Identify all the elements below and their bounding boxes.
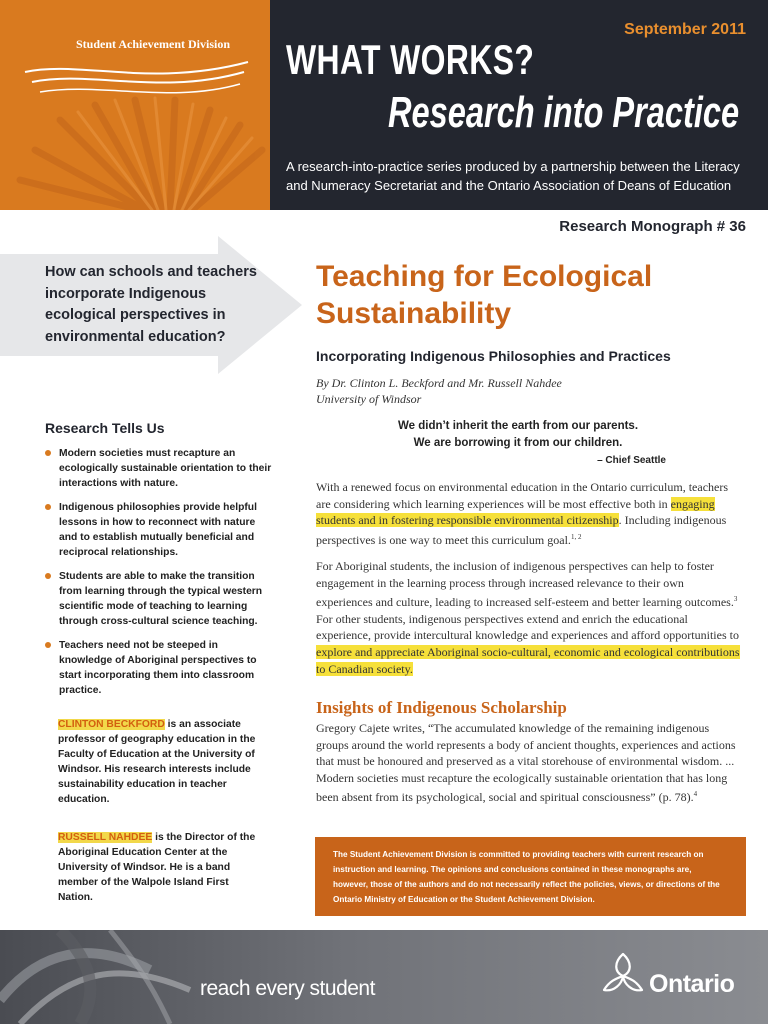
- author-bio-beckford: CLINTON BECKFORD is an associate professor of geography education in the Faculty of Education at the University of Windsor. His research interests include sustainability education in teacher education.: [58, 719, 256, 805]
- epigraph-quote: We didn’t inherit the earth from our parents. We are borrowing it from our children.: [397, 420, 639, 449]
- paragraph-1: With a renewed focus on environmental education in the Ontario curriculum, teachers are considering which learning experiences will be most effective both in engaging students and in fostering responsible environmental citizenship. Including indigenous perspectives is one way to meet this curriculum goal.$^{1, 2}$: [316, 480, 729, 547]
- ontario-wordmark: Ontario: [649, 970, 735, 998]
- paragraph-3: Gregory Cajete writes, “The accumulated knowledge of the remaining indigenous groups around the world represents a body of ancient thoughts, experiences and actions that must be honoured and preserved as a vital storehouse of environmental wisdom. ... Modern societies must recapture the ecologically sustainable orientation that has long been absent from its psychological, social and spiritual consciousness” (p. 78).$^4$: [316, 721, 736, 805]
- monograph-number: Research Monograph # 36: [559, 218, 746, 235]
- highlighted-text: explore and appreciate Aboriginal socio-cultural, economic and ecological contributions to Canadian society.: [316, 644, 740, 676]
- research-tells-us-list: [45, 446, 273, 707]
- guiding-question: How can schools and teachers incorporate Indigenous ecological perspectives in environmental education?: [45, 264, 257, 345]
- disclaimer-box: The Student Achievement Division is committed to providing teachers with current research on instruction and learning. The opinions and conclusions contained in these monographs are, however, those of the authors and do not necessarily reflect the policies, views, or directions of the Ontario Ministry of Education or the Student Achievement Division.: [315, 837, 746, 916]
- author-bio-nahdee: RUSSELL NAHDEE is the Director of the Aboriginal Education Center at the University of Windsor. He is a band member of the Walpole Island First Nation.: [58, 832, 256, 903]
- sunburst-decoration: [0, 0, 270, 210]
- author-name: CLINTON BECKFORD: [58, 719, 165, 730]
- research-tells-us-heading: Research Tells Us: [45, 420, 165, 436]
- footer-tagline: reach every student: [200, 977, 375, 1000]
- author-name: RUSSELL NAHDEE: [58, 832, 153, 843]
- byline: By Dr. Clinton L. Beckford and Mr. Russell Nahdee University of Windsor: [316, 376, 562, 406]
- series-subtitle: Research into Practice: [388, 88, 740, 137]
- section-heading: Insights of Indigenous Scholarship: [316, 698, 567, 717]
- series-title: WHAT WORKS?: [286, 36, 535, 83]
- bullet-icon: [45, 450, 51, 456]
- list-item: Indigenous philosophies provide helpful lessons in how to reconnect with nature and to establish mutually beneficial and reciprocal relationships.: [45, 500, 273, 560]
- highlighted-text: engaging students and in fostering responsible environmental citizenship: [316, 496, 715, 528]
- list-item: Students are able to make the transition from learning through the typical western scientific mode of teaching to learning through cross-cultural science teaching.: [45, 569, 273, 629]
- article-subtitle: Incorporating Indigenous Philosophies and Practices: [316, 348, 671, 364]
- paragraph-2: For Aboriginal students, the inclusion of indigenous perspectives can help to foster engagement in the learning process through increased relevance to their own experiences and culture, leading to increased self-esteem and better learning outcomes.$^3$ For other students, indigenous perspectives extend and enrich the educational experience, provide intercultural knowledge and experiences and afford opportunities to explore and appreciate Aboriginal socio-cultural, economic and ecological contributions to Canadian society.: [316, 559, 740, 676]
- division-label: Student Achievement Division: [76, 37, 231, 51]
- list-item: Teachers need not be steeped in knowledge of Aboriginal perspectives to start incorporating them into classroom practice.: [45, 638, 273, 698]
- bullet-icon: [45, 642, 51, 648]
- epigraph-attribution: – Chief Seattle: [597, 455, 666, 466]
- trillium-logo-icon: [600, 950, 646, 1000]
- list-item: Modern societies must recapture an ecologically sustainable orientation to their interactions with nature.: [45, 446, 273, 491]
- bullet-icon: [45, 573, 51, 579]
- header-orange-panel: [0, 0, 270, 210]
- bullet-icon: [45, 504, 51, 510]
- article-title: Teaching for Ecological Sustainability: [316, 260, 653, 330]
- series-description: A research-into-practice series produced by a partnership between the Literacy and Numeracy Secretariat and the Ontario Association of Deans of Education: [286, 159, 740, 193]
- issue-date: September 2011: [624, 21, 746, 38]
